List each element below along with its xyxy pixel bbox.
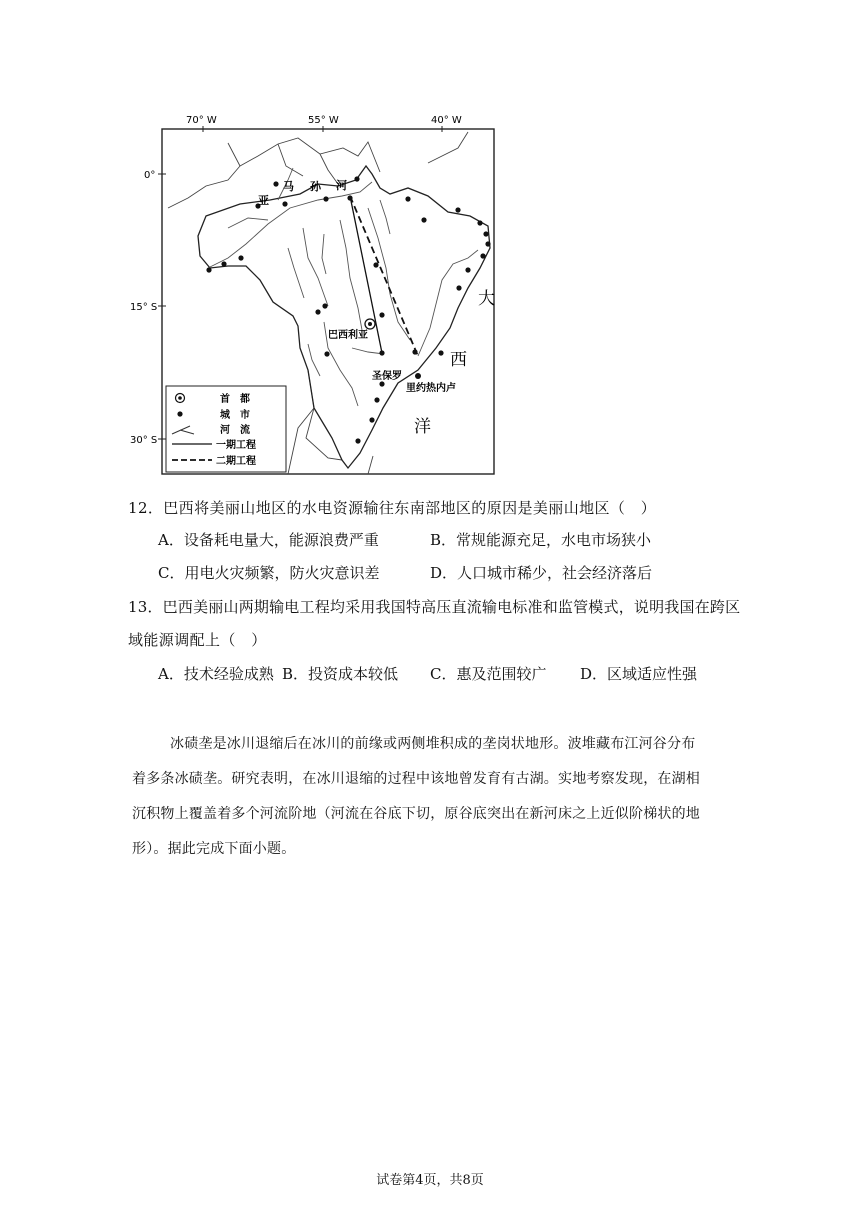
q12-stem: 12．巴西将美丽山地区的水电资源输往东南部地区的原因是美丽山地区（ ） — [128, 499, 657, 517]
amazon-label-char-4: 河 — [336, 179, 347, 192]
reading-passage — [132, 727, 732, 867]
q12-option-a: A．设备耗电量大，能源浪费严重 — [158, 531, 379, 549]
q13-option-d: D．区域适应性强 — [580, 665, 698, 683]
passage-line-4: 形）。据此完成下面小题。 — [132, 841, 296, 857]
q13-option-a: A．技术经验成熟 — [158, 665, 274, 683]
q13-option-b: B．投资成本较低 — [282, 665, 399, 683]
map-legend — [166, 386, 286, 472]
amazon-label-char-3: 孙 — [310, 180, 321, 193]
lon-label-70w: 70° W — [186, 115, 217, 126]
passage-line-3: 沉积物上覆盖着多个河流阶地（河流在谷底下切，原谷底突出在新河床之上近似阶梯状的地 — [132, 806, 700, 822]
legend-city-label: 城 市 — [220, 410, 250, 421]
amazon-label-char-1: 亚 — [258, 194, 269, 207]
lat-label-30s: 30° S — [130, 435, 158, 446]
q12-option-d: D．人口城市稀少，社会经济落后 — [430, 564, 653, 582]
capital-brasilia-marker — [365, 319, 375, 329]
q13-option-c: C．惠及范围较广 — [430, 665, 547, 683]
sao-paulo-label: 圣保罗 — [372, 371, 402, 382]
q12-option-b: B．常规能源充足，水电市场狭小 — [430, 531, 652, 549]
legend-phase1-label: 一期工程 — [216, 440, 256, 451]
passage-line-2: 着多条冰碛垄。研究表明，在冰川退缩的过程中该地曾发育有古湖。实地考察发现，在湖相 — [132, 771, 700, 787]
amazon-label-char-2: 马 — [283, 180, 294, 193]
brazil-map-figure — [128, 108, 502, 476]
lon-label-55w: 55° W — [308, 115, 339, 126]
rio-dot — [415, 373, 421, 379]
rio-label: 里约热内卢 — [406, 383, 456, 394]
q12-option-c: C．用电火灾频繁，防火灾意识差 — [158, 564, 380, 582]
q13-stem-line1: 13．巴西美丽山两期输电工程均采用我国特高压直流输电标准和监管模式，说明我国在跨区 — [128, 598, 741, 616]
legend-phase2-label: 二期工程 — [216, 456, 256, 467]
brasilia-label: 巴西利亚 — [328, 330, 368, 341]
passage-line-1: 冰碛垄是冰川退缩后在冰川的前缘或两侧堆积成的垄岗状地形。波堆藏布江河谷分布 — [170, 736, 696, 752]
lon-label-40w: 40° W — [431, 115, 462, 126]
lat-label-0: 0° — [144, 170, 156, 181]
lat-label-15s: 15° S — [130, 302, 158, 313]
legend-city-icon — [177, 411, 182, 416]
q13-stem-line2: 域能源调配上（ ） — [128, 631, 267, 649]
legend-capital-label: 首 都 — [220, 394, 250, 405]
ocean-label-char-3: 洋 — [414, 417, 431, 437]
ocean-label-char-1: 大 — [478, 289, 495, 309]
page-footer: 试卷第4页，共8页 — [376, 1173, 484, 1188]
ocean-label-char-2: 西 — [450, 350, 467, 370]
legend-river-label: 河 流 — [220, 425, 250, 436]
